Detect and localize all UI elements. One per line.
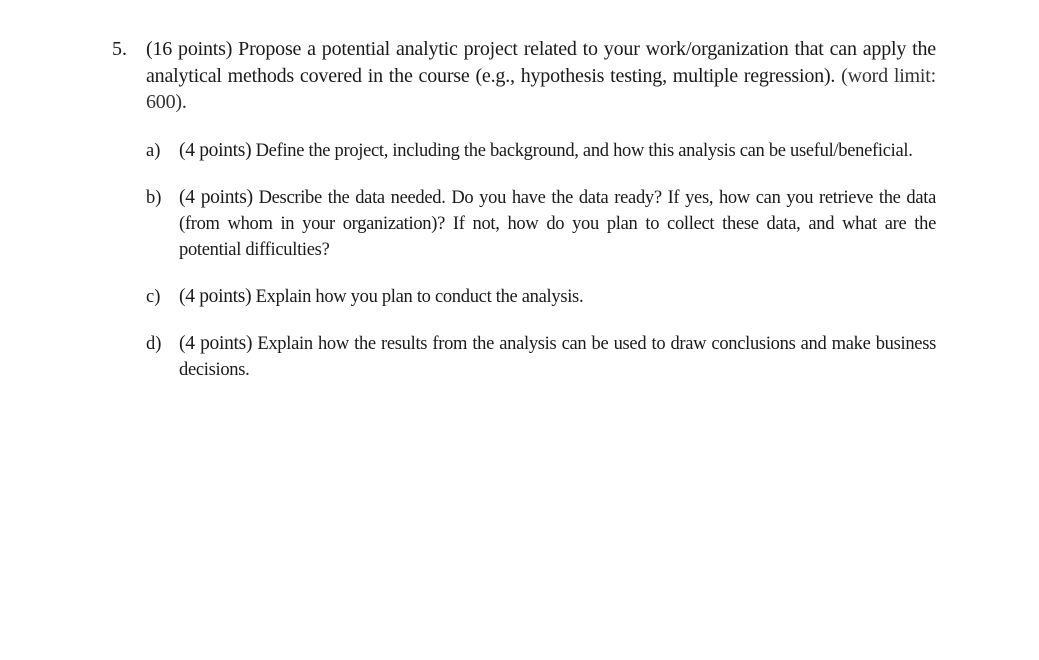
subpart-text: Explain how the results from the analysis can be used to draw conclusions and make business decisions. — [179, 334, 936, 380]
subpart-a — [146, 138, 936, 164]
subpart-b — [146, 185, 936, 263]
subpart-label: d) — [146, 334, 162, 354]
question-points: (16 points) — [146, 38, 233, 60]
subpart-text: Explain how you plan to conduct the analysis. — [255, 287, 584, 307]
subpart-c — [146, 284, 936, 310]
subpart-body — [179, 185, 936, 263]
question-body — [146, 36, 936, 116]
subpart-points: (4 points) — [179, 140, 252, 161]
subpart-text: Describe the data needed. Do you have the data ready? If yes, how can you retrieve the data (from whom in your organization)? If not, how do you plan to collect these data, and what are the potential difficulties? — [179, 188, 936, 260]
question-word-limit: (word limit: 600). — [146, 64, 936, 113]
subpart-points: (4 points) — [179, 333, 253, 354]
subpart-label: b) — [146, 188, 162, 208]
subpart-label: c) — [146, 287, 161, 307]
question-text: Propose a potential analytic project related to your work/organization that can apply the analytical methods covered in the course (e.g., hypothesis testing, multiple regression). — [146, 38, 936, 87]
subpart-points: (4 points) — [179, 286, 252, 307]
question-number: 5. — [112, 38, 127, 60]
subparts-list — [146, 138, 936, 404]
subpart-body — [179, 284, 936, 310]
subpart-points: (4 points) — [179, 187, 253, 208]
subpart-body — [179, 331, 936, 383]
subpart-text: Define the project, including the background, and how this analysis can be useful/beneficial. — [255, 141, 913, 161]
subpart-label: a) — [146, 141, 161, 161]
question-row — [112, 36, 936, 116]
subpart-body — [179, 138, 936, 164]
subpart-d — [146, 331, 936, 383]
question-5 — [112, 36, 936, 116]
